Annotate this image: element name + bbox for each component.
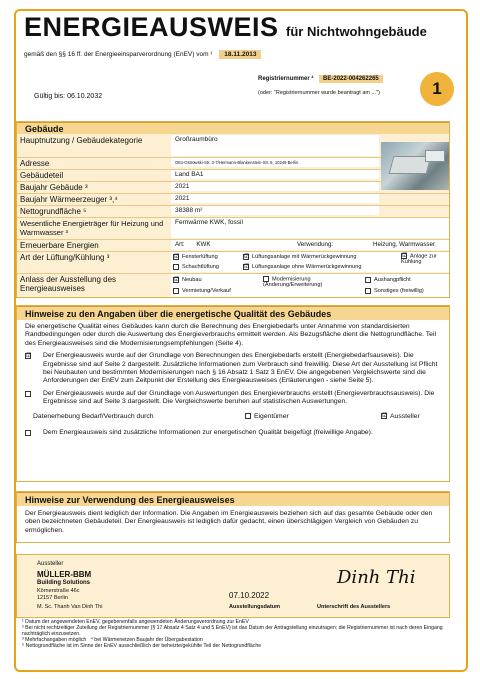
issuer-section xyxy=(16,554,450,618)
option-consumption-text: Der Energieausweis wurde auf der Grundlage von Auswertungen des Energieverbrauchs erstellt (Energieverbrauchsausweis). Die Ergebnisse sind auf Seite 3 dargestellt. Die Vergleichswerte beruhen auf statistischen Auswertungen. xyxy=(43,389,435,406)
option-label: Vermietung/Verkauf xyxy=(182,288,231,294)
usage-notes-title: Hinweise zur Verwendung des Energieausweises xyxy=(17,492,449,506)
checkbox[interactable]: ☑ xyxy=(382,412,388,419)
option-label: Sonstiges (freiwillig) xyxy=(374,288,424,294)
renewables-art-label: Art: xyxy=(175,241,185,248)
renewables-art: KWK xyxy=(196,241,211,248)
registry-number: BE-2022-004262265 xyxy=(319,75,383,83)
option-consumption-certificate[interactable] xyxy=(17,390,449,407)
footnote-2: ² Bei nicht rechtzeitiger Zuteilung der Registriernummer (§ 17 Absatz 4 Satz 4 und 5 EnEV) ist das Datum der Antragstellung einzutragen; die Registriernummer ist nach deren Eingang nachträglich einzusetzen. xyxy=(22,625,443,637)
option-label: Lüftungsanlage ohne Wärmerückgewinnung xyxy=(252,264,362,270)
checkbox[interactable] xyxy=(365,288,371,294)
building-value-part: Land BA1 xyxy=(171,170,379,179)
option-label: Anlage zur Kühlung xyxy=(401,253,437,266)
option-label: Lüftungsanlage mit Wärmerückgewinnung xyxy=(252,254,357,260)
option-label: Aussteller xyxy=(390,412,420,420)
usage-notes-section xyxy=(16,491,450,543)
option-new-building[interactable] xyxy=(173,276,202,285)
footnote-5: ⁵ Nettogrundfläche ist im Sinne der EnEV ausschließlich der beheizte/gekühlte Teil der Nettogrundfläche xyxy=(22,643,262,649)
signature-label: Unterschrift des Ausstellers xyxy=(317,604,391,610)
option-issuer[interactable] xyxy=(381,413,420,420)
option-label: Neubau xyxy=(182,277,202,283)
option-posting[interactable] xyxy=(365,276,411,285)
checkbox[interactable]: ☑ xyxy=(244,253,250,260)
option-shaft-ventilation[interactable] xyxy=(173,263,219,272)
checkbox[interactable] xyxy=(173,264,179,270)
page-title: ENERGIEAUSWEIS xyxy=(24,12,279,42)
issuer-signature: Dinh Thi xyxy=(337,567,416,588)
issue-date-label: Ausstellungsdatum xyxy=(229,604,281,610)
issuer-division: Building Solutions xyxy=(37,580,90,586)
registry-line xyxy=(258,75,383,83)
option-demand-certificate[interactable] xyxy=(17,352,449,386)
renewables-row xyxy=(171,240,449,250)
building-value-address: Otto-Ostrowski-Str. 3-7/Hermann-Blankenstein-Str. 5, 10249 Berlin xyxy=(171,158,379,167)
quality-notes-title: Hinweise zu den Angaben über die energetische Qualität des Gebäudes xyxy=(17,306,449,320)
checkbox[interactable] xyxy=(245,413,251,419)
ventilation-label: Art der Lüftung/Kühlung ³ xyxy=(20,253,110,262)
option-heat-recovery[interactable] xyxy=(243,253,356,262)
building-label-part: Gebäudeteil xyxy=(20,171,64,180)
option-no-heat-recovery[interactable] xyxy=(243,263,361,272)
building-value-area: 38388 m² xyxy=(171,206,379,215)
option-label: Modernisierung (Änderung/Erweiterung) xyxy=(263,276,323,289)
building-label-heater-year: Baujahr Wärmeerzeuger ³,⁴ xyxy=(20,195,118,204)
option-label: Aushangpflicht xyxy=(374,277,411,283)
option-additional-text: Dem Energieausweis sind zusätzliche Informationen zur energetischen Qualität beigefügt (freiwillige Angabe). xyxy=(43,428,373,436)
quality-notes-intro: Die energetische Qualität eines Gebäudes kann durch die Berechnung des Energiebedarfs unter Annahme von standardisierten Randbedingungen oder durch die Auswertung des Energieverbrauchs ermittelt werden. Als Bezugsfläche dient die Nettogrundfläche. Teil des Energieausweises sind die Modernisierungsempfehlungen (Seite 4). xyxy=(25,323,436,347)
footnote-4: ⁴ bei Wärmenetzen Baujahr der Übergabestation xyxy=(90,637,203,643)
valid-until: Gültig bis: 06.10.2032 xyxy=(34,93,103,100)
checkbox[interactable] xyxy=(25,430,31,436)
legal-text: gemäß den §§ 16 ff. der Energieeinsparverordnung (EnEV) vom ¹ xyxy=(24,51,213,58)
issue-date: 07.10.2022 xyxy=(229,591,270,600)
renewables-label: Erneuerbare Energien xyxy=(20,241,99,250)
option-additional-info[interactable] xyxy=(17,429,449,437)
building-value-usage: Großraumbüro xyxy=(171,135,379,156)
usage-notes-text: Der Energieausweis dient lediglich der Information. Die Angaben im Energieausweis beziehen sich auf das gesamte Gebäude oder den oben bezeichneten Gebäudeteil. Der Energieausweis ist lediglich dafür gedacht, einen überschlägigen Vergleich von Gebäuden zu ermöglichen. xyxy=(25,510,433,534)
option-demand-text: Der Energieausweis wurde auf der Grundlage von Berechnungen des Energiebedarfs erstellt (Energiebedarfsausweis). Die Ergebnisse sind auf Seite 2 dargestellt. Zusätzliche Informationen zum Verbrauch sind freiwillig. Diese Art der Ausstellung ist Pflicht bei Neubauten und bestimmten Modernisierungen nach § 16 Absatz 1 Satz 3 EnEV. Die angegebenen Vergleichswerte sind die Anforderungen der EnEV zum Zeitpunkt der Erstellung des Energieausweises (Erläuterungen - siehe Seite 5). xyxy=(43,352,438,385)
title-row xyxy=(24,12,427,43)
building-value-year: 2021 xyxy=(171,182,379,191)
checkbox[interactable]: ☑ xyxy=(174,276,180,283)
building-section xyxy=(16,121,450,298)
building-value-heater-year: 2021 xyxy=(171,194,379,203)
registry-note: (oder: "Registriernummer wurde beantragt am ...") xyxy=(258,90,380,96)
issuer-street: Körnerstraße 46c xyxy=(37,588,80,594)
option-modernization[interactable] xyxy=(263,276,359,288)
enev-date: 18.11.2013 xyxy=(219,50,261,59)
occasion-options xyxy=(171,274,449,297)
page-subtitle: für Nichtwohngebäude xyxy=(286,24,427,39)
checkbox[interactable]: ☑ xyxy=(174,253,180,260)
ventilation-options xyxy=(171,252,449,272)
checkbox[interactable] xyxy=(365,277,371,283)
data-collection-label: Datenerhebung Bedarf/Verbrauch durch xyxy=(33,412,154,420)
issuer-label: Aussteller xyxy=(37,561,64,567)
footnote-3: ³ Mehrfachangaben möglich xyxy=(22,637,87,643)
occasion-label: Anlass der Ausstellung des Energieausweises xyxy=(20,275,117,293)
checkbox[interactable] xyxy=(25,391,31,397)
building-label-area: Nettogrundfläche ⁵ xyxy=(20,207,87,216)
photo-building-shape xyxy=(425,150,445,162)
building-label-energy: Wesentliche Energieträger für Heizung und Warmwasser ³ xyxy=(20,219,164,237)
option-window-ventilation[interactable] xyxy=(173,253,218,262)
checkbox[interactable] xyxy=(173,288,179,294)
page-number-badge: 1 xyxy=(420,72,454,106)
renewables-use-label: Verwendung: xyxy=(297,241,334,248)
issuer-city: 12157 Berlin xyxy=(37,595,68,601)
building-photo xyxy=(381,142,449,190)
legal-line xyxy=(24,50,261,59)
quality-notes-section xyxy=(16,305,450,482)
option-label: Schachtlüftung xyxy=(182,264,220,270)
issuer-company: MÜLLER-BBM xyxy=(37,570,92,579)
option-owner[interactable] xyxy=(245,413,289,420)
building-label-year: Baujahr Gebäude ³ xyxy=(20,183,88,192)
footnote-1: ¹ Datum der angewendeten EnEV, gegebenenfalls angewendeten Änderungsverordnung zur EnEV xyxy=(22,619,249,625)
checkbox[interactable]: ☑ xyxy=(26,353,32,360)
building-label-address: Adresse xyxy=(20,159,50,168)
registry-label: Registriernummer ² xyxy=(258,76,314,82)
issuer-person: M. Sc. Thanh Van Dinh Thi xyxy=(37,604,103,610)
checkbox[interactable]: ☑ xyxy=(244,263,250,270)
building-section-title: Gebäude xyxy=(17,122,449,134)
data-collection-row xyxy=(17,413,449,423)
option-other[interactable] xyxy=(365,287,424,296)
renewables-use: Heizung, Warmwasser xyxy=(373,241,436,248)
building-value-energy: Fernwärme KWK, fossil xyxy=(171,218,449,238)
option-label: Eigentümer xyxy=(254,412,289,420)
option-cooling[interactable] xyxy=(401,253,449,265)
footnotes xyxy=(22,619,447,649)
checkbox[interactable]: ☑ xyxy=(402,253,408,259)
option-rental-sale[interactable] xyxy=(173,287,231,296)
option-label: Fensterlüftung xyxy=(182,254,218,260)
building-label-usage: Hauptnutzung / Gebäudekategorie xyxy=(20,136,143,145)
